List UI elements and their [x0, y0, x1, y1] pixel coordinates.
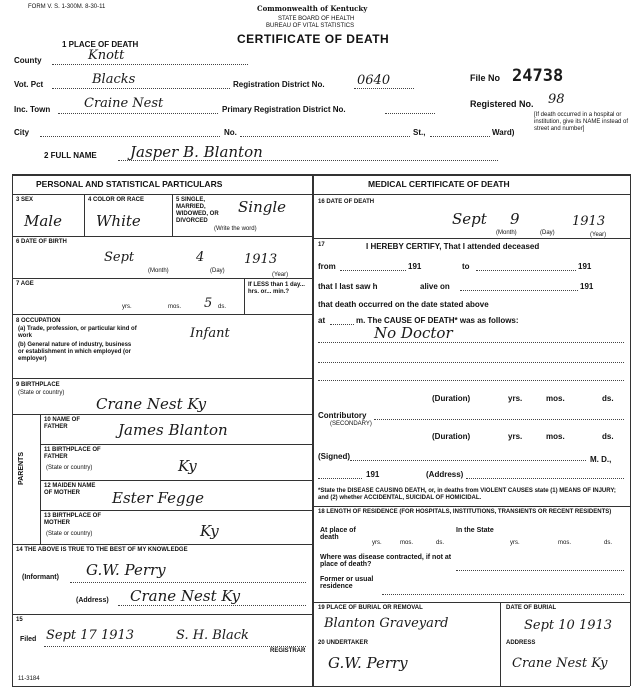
marital-value: Single: [238, 198, 287, 216]
row-rule-burial: [312, 602, 630, 603]
form-number: FORM V. S. 1-300M. 8-30-11: [28, 4, 106, 10]
row-rule-dob: [12, 236, 312, 237]
duration-ds-1: ds.: [602, 394, 614, 403]
date-burial-value: Sept 10 1913: [524, 618, 613, 633]
undertaker-address-value: Crane Nest Ky: [512, 656, 608, 671]
cause-label: m. The CAUSE OF DEATH* was as follows:: [356, 316, 519, 325]
personal-header: PERSONAL AND STATISTICAL PARTICULARS: [36, 179, 223, 189]
ward-label: Ward): [492, 128, 515, 137]
cause-line-2: [318, 362, 624, 363]
occupation-a: (a) Trade, profession, or particular kind of work: [18, 326, 137, 339]
filed-date: Sept 17 1913: [46, 628, 135, 643]
informant-address-line: [118, 605, 306, 606]
row-rule-certify: [312, 238, 630, 239]
alive-on-label: alive on: [420, 282, 450, 291]
no-label: No.: [224, 128, 237, 137]
county-line: [52, 64, 248, 65]
dod-year: 1913: [572, 214, 606, 229]
column-divider: [312, 174, 314, 686]
at-line: [330, 324, 354, 325]
duration-label-2: (Duration): [432, 432, 471, 441]
secondary-label: (SECONDARY): [330, 421, 372, 427]
vot-line: [52, 88, 230, 89]
age-yrs-label: yrs.: [122, 304, 132, 310]
occupation-b: (b) General nature of industry, business or establishment in which employed (or employer): [18, 342, 132, 362]
father-bp-label: 11 BIRTHPLACE OF FATHER: [44, 447, 101, 460]
signed-label: (Signed): [318, 452, 350, 461]
birthplace-label: 9 BIRTHPLACE: [16, 382, 60, 388]
footer-code: 11-3184: [18, 676, 40, 682]
res-yrs-2: yrs.: [510, 540, 520, 546]
date-burial-label: DATE OF BURIAL: [506, 605, 557, 611]
where-contracted-line: [456, 570, 624, 571]
row-rule-father-bp: [40, 444, 312, 445]
burial-divider: [500, 602, 501, 686]
city-label: City: [14, 128, 30, 137]
county-value: Knott: [88, 48, 125, 63]
filed-label: Filed: [20, 636, 37, 643]
former-residence-label: Former or usual residence: [320, 576, 374, 590]
state-title: Commonwealth of Kentucky: [257, 4, 368, 13]
occupation-value: Infant: [190, 326, 230, 341]
medical-header: MEDICAL CERTIFICATE OF DEATH: [368, 179, 510, 189]
signer-address-label: (Address): [426, 470, 464, 479]
inc-town-label: Inc. Town: [14, 105, 51, 114]
age-days-value: 5: [204, 296, 213, 311]
registered-no-value: 98: [548, 92, 565, 107]
informant-address-value: Crane Nest Ky: [130, 587, 241, 605]
row-rule-mother: [40, 480, 312, 481]
sign-date-line: [318, 478, 362, 479]
res-ds-1: ds.: [436, 540, 445, 546]
dob-day-label: (Day): [210, 268, 225, 274]
certify-number: 17: [318, 242, 325, 248]
dod-label: 16 DATE OF DEATH: [318, 199, 375, 205]
section-top-rule: [12, 174, 630, 176]
color-divider: [172, 194, 173, 236]
dod-month-label: (Month): [496, 230, 517, 236]
full-name-value: Jasper B. Blanton: [130, 143, 263, 161]
row-rule-parents: [12, 414, 312, 415]
former-residence-line: [382, 594, 624, 595]
sex-value: Male: [24, 212, 62, 230]
color-label: 4 COLOR OR RACE: [88, 197, 145, 203]
signed-line: [350, 460, 586, 461]
inc-town-line: [58, 113, 218, 114]
father-bp-sub: (State or country): [46, 465, 93, 471]
county-label: County: [14, 56, 42, 65]
registrar-line: [44, 646, 306, 647]
dob-year-label: (Year): [272, 272, 289, 278]
file-no-label: File No: [470, 73, 501, 83]
contributory-label: Contributory: [318, 411, 367, 420]
dod-year-label: (Year): [590, 232, 607, 238]
cause-line-1: [318, 342, 624, 343]
md-label: M. D.,: [590, 455, 612, 464]
bureau: BUREAU OF VITAL STATISTICS: [266, 23, 355, 29]
duration-label-1: (Duration): [432, 394, 471, 403]
to-label: to: [462, 262, 470, 271]
res-mos-1: mos.: [400, 540, 414, 546]
age-ds-label: ds.: [218, 304, 227, 310]
last-saw-label: that I last saw h: [318, 282, 378, 291]
father-name-label: 10 NAME OF FATHER: [44, 417, 81, 430]
res-yrs-1: yrs.: [372, 540, 382, 546]
age-label: 7 AGE: [16, 281, 34, 287]
from-line: [340, 270, 406, 271]
dod-day-label: (Day): [540, 230, 555, 236]
reg-district-value: 0640: [357, 73, 391, 88]
duration-yrs-2: yrs.: [508, 432, 523, 441]
left-border: [12, 174, 13, 686]
mother-bp-sub: (State or country): [46, 531, 93, 537]
place-of-death-label: 1 PLACE OF DEATH: [62, 40, 139, 49]
file-no-value: 24738: [512, 66, 564, 86]
true-statement: 14 THE ABOVE IS TRUE TO THE BEST OF MY KNOWLEDGE: [16, 547, 188, 553]
parents-divider: [40, 414, 41, 544]
st-label: St.,: [413, 128, 426, 137]
undertaker-value: G.W. Perry: [328, 654, 408, 672]
marital-label: 5 SINGLE, MARRIED, WIDOWED, OR DIVORCED: [176, 197, 219, 224]
res-ds-2: ds.: [604, 540, 613, 546]
duration-mos-2: mos.: [546, 432, 565, 441]
undertaker-label: 20 UNDERTAKER: [318, 640, 368, 646]
father-bp-value: Ky: [178, 457, 197, 475]
duration-mos-1: mos.: [546, 394, 565, 403]
sex-divider: [84, 194, 85, 236]
informant-label: (Informant): [22, 574, 59, 581]
occupation-label: 8 OCCUPATION: [16, 318, 61, 324]
birthplace-sub: (State or country): [18, 390, 65, 396]
row-rule-age: [12, 278, 312, 279]
cause-value: No Doctor: [374, 324, 453, 342]
informant-address-label: (Address): [76, 597, 109, 604]
duration-ds-2: ds.: [602, 432, 614, 441]
inc-town-value: Craine Nest: [84, 96, 164, 111]
certify-text: I HEREBY CERTIFY, That I attended deceased: [366, 242, 540, 251]
informant-line: [70, 582, 306, 583]
registrar-label: REGISTRAR: [270, 648, 306, 654]
mother-name-value: Ester Fegge: [112, 489, 205, 507]
alive-on-line: [460, 290, 578, 291]
to-year: 191: [578, 262, 592, 271]
dod-month: Sept: [452, 210, 487, 228]
vot-value: Blacks: [92, 72, 136, 87]
row-rule-informant: [12, 544, 312, 545]
mother-bp-label: 13 BIRTHPLACE OF MOTHER: [44, 513, 102, 526]
duration-yrs-1: yrs.: [508, 394, 523, 403]
mother-name-label: 12 MAIDEN NAME OF MOTHER: [44, 483, 96, 496]
reg-district-line: [354, 88, 414, 89]
in-state-label: In the State: [456, 527, 494, 534]
registered-no-label: Registered No.: [470, 99, 534, 109]
right-border: [630, 174, 631, 686]
hospital-note: [If death occurred in a hospital or institution, give its NAME instead of street and number]: [534, 112, 629, 132]
death-occurred-text: that death occurred on the date stated above: [318, 300, 489, 309]
to-line: [476, 270, 576, 271]
full-name-label: 2 FULL NAME: [44, 151, 97, 160]
city-line: [40, 136, 220, 137]
color-value: White: [96, 212, 141, 230]
at-place-label: At place of death: [320, 527, 356, 541]
registrar-signature: S. H. Black: [176, 628, 249, 643]
father-name-value: James Blanton: [118, 421, 228, 439]
burial-value: Blanton Graveyard: [324, 616, 449, 631]
vot-label: Vot. Pct: [14, 80, 44, 89]
informant-value: G.W. Perry: [86, 561, 166, 579]
cause-footnote: *State the DISEASE CAUSING DEATH, or, in deaths from VIOLENT CAUSES state (1) MEANS OF INJURY; and (2) whether ACCIDENTAL, SUICIDAL OF HOMICIDAL.: [318, 488, 616, 501]
alive-year: 191: [580, 282, 594, 291]
street-line: [240, 136, 410, 137]
sex-label: 3 SEX: [16, 197, 34, 203]
dob-day: 4: [196, 250, 205, 265]
dob-label: 6 DATE OF BIRTH: [16, 239, 67, 245]
mother-bp-value: Ky: [200, 522, 219, 540]
primary-district-label: Primary Registration District No.: [222, 105, 346, 114]
birthplace-value: Crane Nest Ky: [96, 395, 207, 413]
residence-label: 18 LENGTH OF RESIDENCE (FOR HOSPITALS, INSTITUTIONS, TRANSIENTS OR RECENT RESIDENTS): [318, 509, 612, 515]
dod-day: 9: [510, 210, 520, 228]
dob-year: 1913: [244, 252, 278, 267]
primary-district-line: [385, 113, 435, 114]
dob-month-label: (Month): [148, 268, 169, 274]
ward-line: [430, 136, 490, 137]
parents-side-label: PARENTS: [18, 452, 25, 485]
row-rule-mother-bp: [40, 510, 312, 511]
bottom-rule: [12, 686, 630, 687]
from-label: from: [318, 262, 336, 271]
age-divider: [244, 278, 245, 314]
dob-month: Sept: [104, 250, 135, 265]
sign-date-year: 191: [366, 470, 380, 479]
where-contracted-label: Where was disease contracted, if not at place of death?: [320, 554, 452, 568]
row-rule-occupation: [12, 314, 312, 315]
board-of-health: STATE BOARD OF HEALTH: [278, 16, 355, 22]
less-than-label: If LESS than 1 day... hrs. or... min.?: [248, 282, 305, 295]
res-mos-2: mos.: [558, 540, 572, 546]
at-label: at: [318, 316, 326, 325]
age-mos-label: mos.: [168, 304, 182, 310]
section-header-rule: [12, 194, 630, 195]
certificate-title: CERTIFICATE OF DEATH: [237, 32, 390, 46]
cause-line-3: [318, 380, 624, 381]
row-rule-filed: [12, 614, 312, 615]
undertaker-address-label: ADDRESS: [506, 640, 536, 646]
marital-sub: (Write the word): [214, 226, 257, 232]
signer-address-line: [466, 478, 624, 479]
row-rule-residence: [312, 506, 630, 507]
burial-label: 19 PLACE OF BURIAL OR REMOVAL: [318, 605, 423, 611]
from-year: 191: [408, 262, 422, 271]
contributory-line: [374, 419, 624, 420]
reg-district-label: Registration District No.: [233, 80, 325, 89]
filed-number: 15: [16, 617, 23, 623]
row-rule-birthplace: [12, 378, 312, 379]
